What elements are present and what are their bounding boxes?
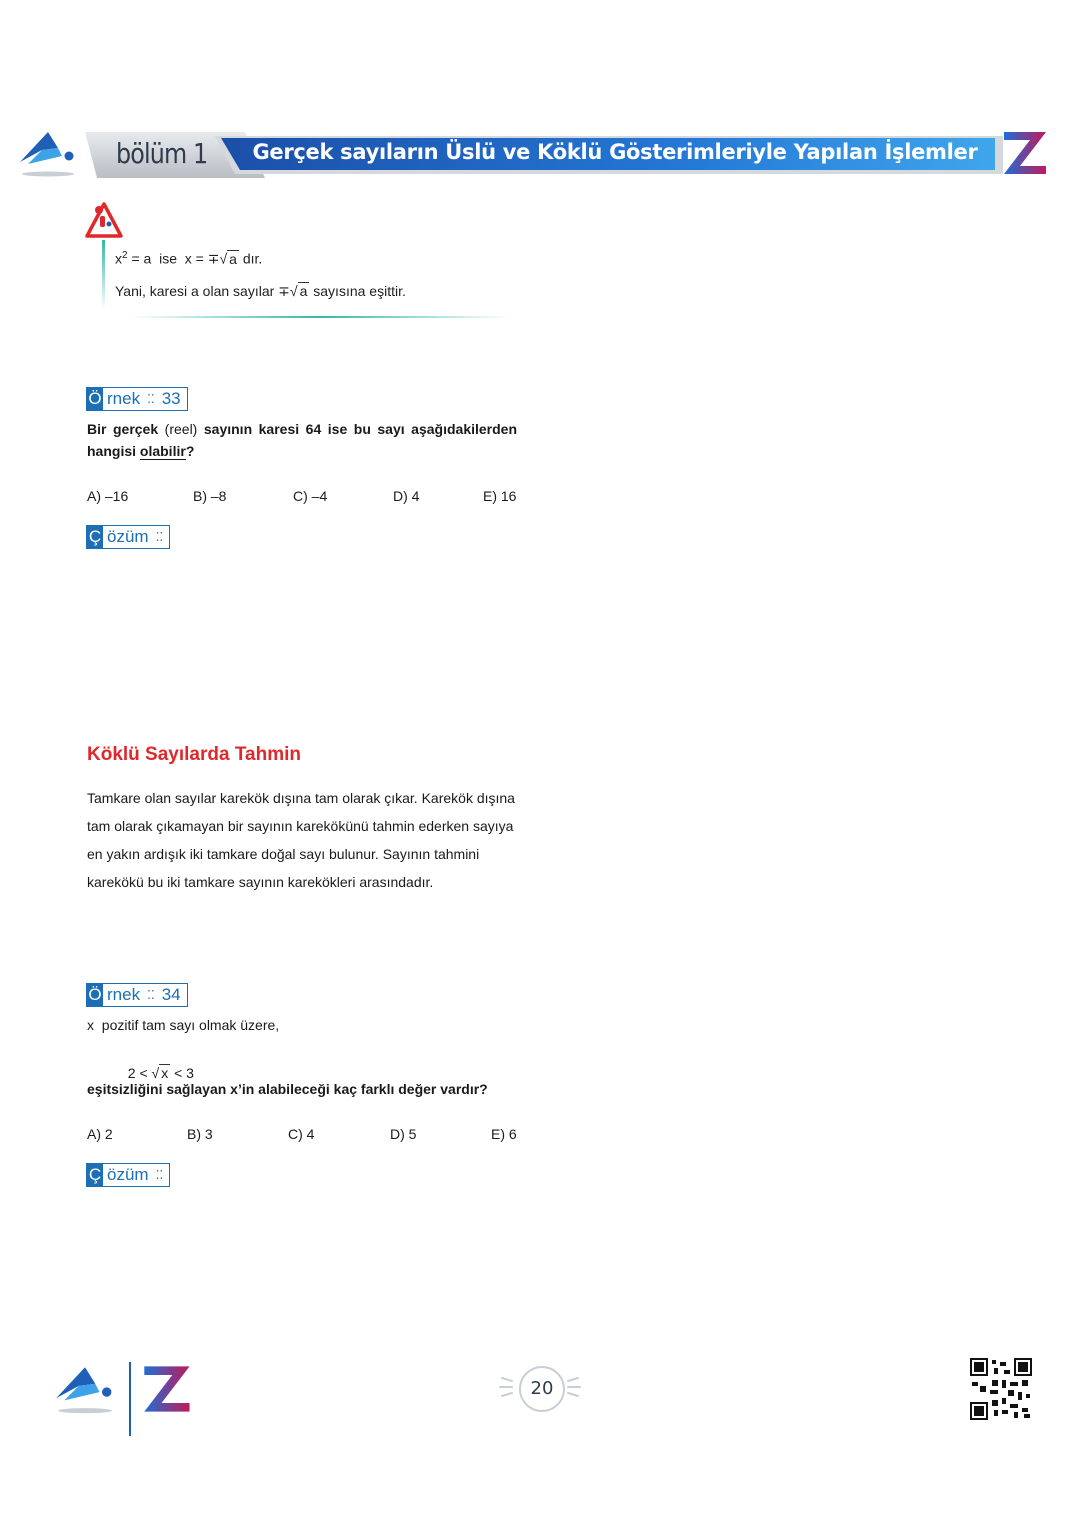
example-33-badge: Ö rnek ⁚⁚ 33 bbox=[86, 387, 188, 411]
section-body: Tamkare olan sayılar karekök dışına tam olarak çıkar. Karekök dışına tam olarak çıkamayan bir sayının karekökünü tahmin ederken sayıya en yakın ardışık iki tamkare doğal sayı bulunur. Sayının tahmini karekökü bu iki tamkare sayının karekökleri arasındadır. bbox=[87, 790, 515, 890]
choice-a[interactable]: A) 2 bbox=[87, 1126, 113, 1142]
example-34-choices bbox=[87, 1126, 517, 1142]
example-34-intro: x pozitif tam sayı olmak üzere, bbox=[87, 1017, 280, 1033]
footer-divider bbox=[129, 1362, 131, 1436]
choice-d[interactable]: D) 5 bbox=[390, 1126, 417, 1142]
example-34-badge: Ö rnek ⁚⁚ 34 bbox=[86, 983, 188, 1007]
note-line-1: $x^2 = a$ ise x = ∓√ a dır. bbox=[115, 250, 263, 267]
qr-code[interactable] bbox=[970, 1358, 1032, 1420]
footer-publisher-logo bbox=[54, 1362, 116, 1418]
choice-c[interactable]: C) –4 bbox=[293, 488, 328, 504]
choice-b[interactable]: B) –8 bbox=[193, 488, 227, 504]
page-number: 20 bbox=[519, 1366, 565, 1412]
publisher-logo bbox=[18, 128, 78, 180]
example-34-question: eşitsizliğini sağlayan x’in alabileceği kaç farklı değer vardır? bbox=[87, 1081, 488, 1097]
chapter-title: Gerçek sayıların Üslü ve Köklü Gösterimleriyle Yapılan İşlemler bbox=[252, 140, 978, 164]
choice-e[interactable]: E) 6 bbox=[491, 1126, 517, 1142]
footer-z-logo bbox=[140, 1362, 196, 1416]
solution-34-badge: Ç özüm ⁚⁚ bbox=[86, 1163, 170, 1187]
choice-a[interactable]: A) –16 bbox=[87, 488, 129, 504]
choice-b[interactable]: B) 3 bbox=[187, 1126, 213, 1142]
example-34-inequality: 2 < √ x < 3 bbox=[127, 1065, 194, 1081]
brand-z-logo bbox=[1000, 128, 1052, 178]
chapter-label: bölüm 1 bbox=[116, 137, 208, 170]
note-line-2: Yani, karesi a olan sayılar ∓√ a sayısına eşittir. bbox=[115, 283, 406, 299]
note-accent-line bbox=[102, 240, 105, 310]
example-33-question: Bir gerçek (reel) sayının karesi 64 ise bu sayı aşağıdakilerden hangisi olabilir? bbox=[87, 421, 518, 459]
note-bottom-line bbox=[130, 316, 510, 318]
choice-d[interactable]: D) 4 bbox=[393, 488, 420, 504]
choice-e[interactable]: E) 16 bbox=[483, 488, 517, 504]
section-title: Köklü Sayılarda Tahmin bbox=[87, 744, 301, 765]
choice-c[interactable]: C) 4 bbox=[288, 1126, 315, 1142]
solution-33-badge: Ç özüm ⁚⁚ bbox=[86, 525, 170, 549]
example-33-choices bbox=[87, 488, 517, 504]
warning-icon bbox=[84, 200, 124, 242]
